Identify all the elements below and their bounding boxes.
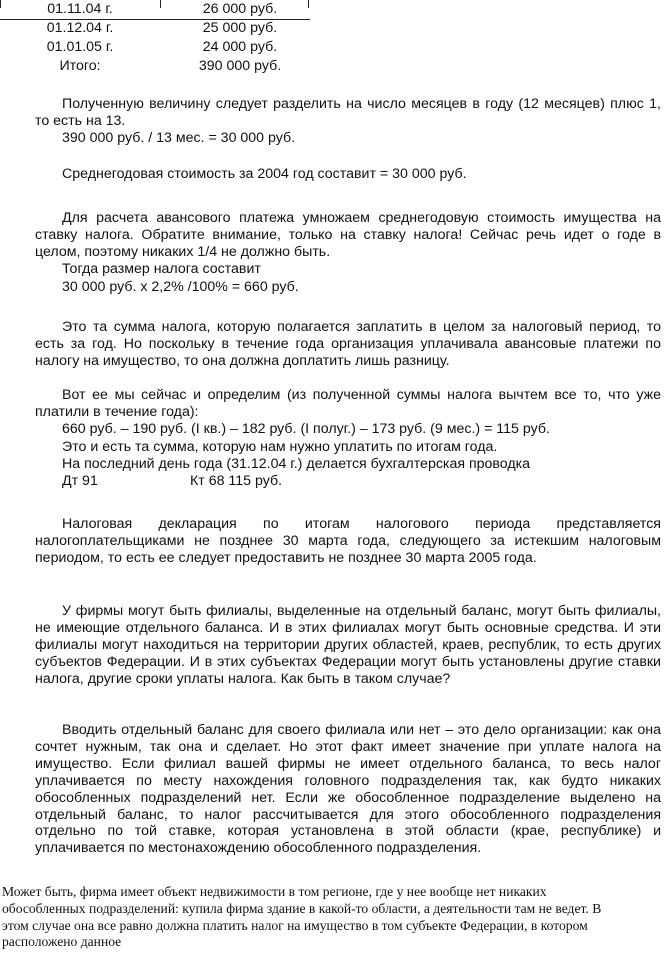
entry-debit: Дт 91 (62, 473, 98, 489)
table-cell-date: 01.11.04 г. (47, 1, 113, 17)
paragraph-advance-payment: Для расчета авансового платежа умножаем среднегодовую стоимость имущества на ставку налога. Обратите внимание, только на ставку налога! Сейчас речь идет о годе в целом, поэтому никаких 1/4 не должно быть. (35, 210, 661, 260)
entry-credit: Кт 68 115 руб. (190, 473, 283, 489)
accounting-entry (62, 473, 362, 490)
accounting-entry-intro: На последний день года (31.12.04 г.) делается бухгалтерская проводка (62, 456, 531, 472)
table-cell-total-amount: 390 000 руб. (198, 58, 282, 74)
table-cell-amount: 24 000 руб. (202, 39, 278, 55)
table-cell-date: 01.01.05 г. (46, 39, 114, 55)
table-cell-amount: 25 000 руб. (202, 20, 278, 36)
calculation-average-value: 390 000 руб. / 13 мес. = 30 000 руб. (62, 130, 296, 146)
table-cell-amount: 26 000 руб. (202, 1, 278, 17)
paragraph-divide-months: Полученную величину следует разделить на число месяцев в году (12 месяцев) плюс 1, то есть на 13. (35, 96, 661, 129)
amount-due-line: Это и есть та сумма, которую нам нужно уплатить по итогам года. (62, 439, 498, 455)
table-row (0, 19, 310, 38)
table-row-total (0, 57, 310, 76)
calculation-difference: 660 руб. – 190 руб. (I кв.) – 182 руб. (I полуг.) – 173 руб. (9 мес.) = 115 руб. (62, 421, 550, 437)
paragraph-tax-period: Это та сумма налога, которую полагается заплатить в целом за налоговый период, то есть за год. Но поскольку в течение года организация уплачивала авансовые платежи по налогу на имущество, то она должна доплатить лишь разницу. (35, 319, 661, 369)
table-cell-total-label: Итого: (59, 58, 101, 74)
paragraph-tax-declaration: Налоговая декларация по итогам налогового периода представляется налогоплательщиками не позднее 30 марта года, следующего за истекшим налоговым периодом, то есть ее следует предоставить не позднее 30 марта 2005 года. (35, 516, 661, 566)
paragraph-separate-balance: Вводить отдельный баланс для своего филиала или нет – это дело организации: как она сочтет нужным, так она и сделает. Но этот факт имеет значение при уплате налога на имущество. Если филиал вашей фирмы не имеет отдельного баланса, то весь налог уплачивается по месту нахождения головного подразделения так, как будто никаких обособленных подразделений нет. Если же обособленное подразделение выделено на отдельный баланс, то налог рассчитывается для этого обособленного подразделения отдельно по той ставке, которая установлена в этой области (крае, республике) и уплачивается по местонахождению обособленного подразделения. (35, 722, 661, 857)
table-cell-date: 01.12.04 г. (46, 20, 114, 36)
table-row (0, 38, 310, 57)
paragraph-branches: У фирмы могут быть филиалы, выделенные на отдельный баланс, могут быть филиалы, не имеющие отдельного баланса. И в этих филиалах могут быть основные средства. И эти филиалы могут находиться на территории других областей, краев, республик, то есть других субъектов Федерации. И в этих субъектах Федерации могут быть установлены другие ставки налога, другие сроки уплаты налога. Как быть в таком случае? (35, 603, 661, 687)
average-annual-value-line: Среднегодовая стоимость за 2004 год составит = 30 000 руб. (62, 166, 467, 182)
paragraph-real-estate: Может быть, фирма имеет объект недвижимости в том регионе, где у нее вообще нет никаких обособленных подразделений: купила фирма здание в какой-то области, а деятельности там не ведет. В этом случае она все равно должна платить налог на имущество в том субъекте Федерации, в котором расположено данное (2, 884, 602, 950)
paragraph-determine-difference: Вот ее мы сейчас и определим (из полученной суммы налога вычтем все то, что уже платили в течение года): (35, 387, 661, 420)
calculation-tax-amount: 30 000 руб. х 2,2% /100% = 660 руб. (62, 279, 299, 295)
table-row (0, 0, 310, 20)
tax-amount-intro: Тогда размер налога составит (62, 261, 261, 277)
